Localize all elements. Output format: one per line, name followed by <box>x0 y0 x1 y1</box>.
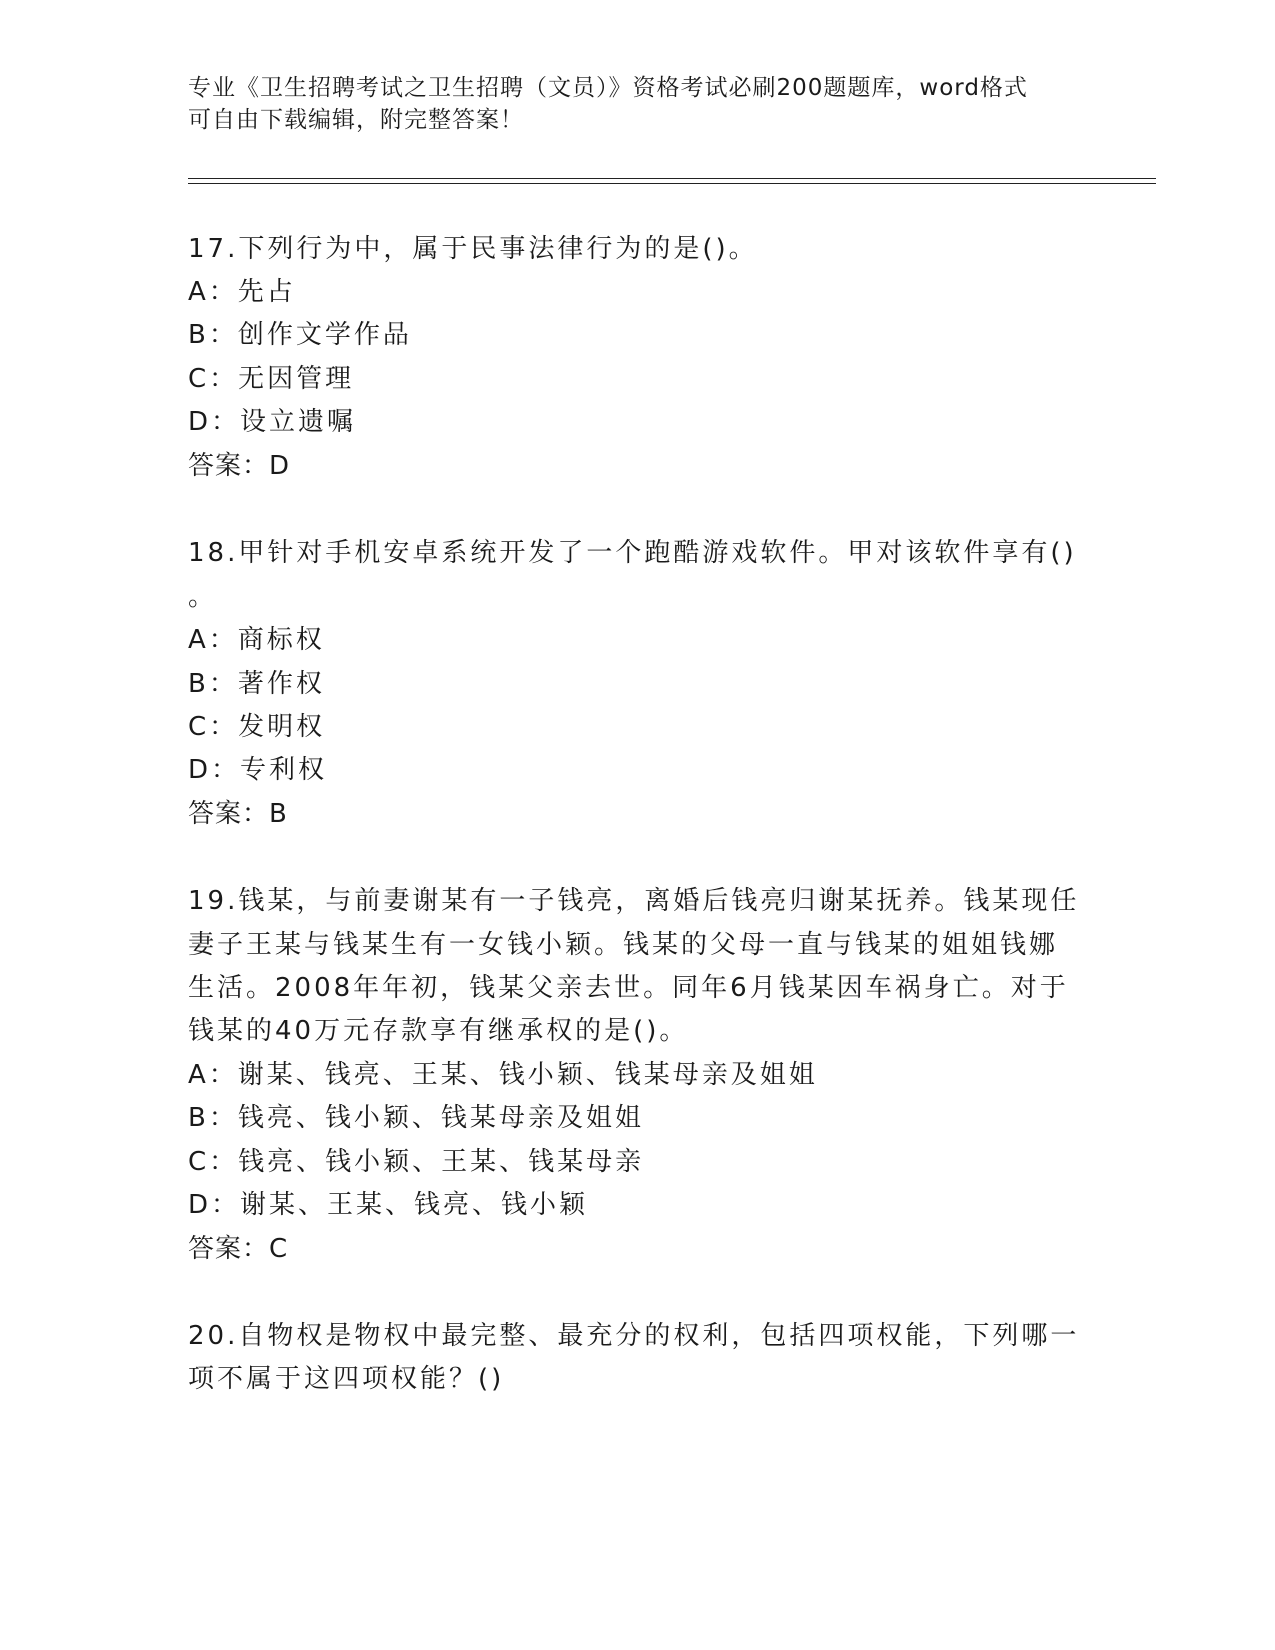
question-stem: 18.甲针对手机安卓系统开发了一个跑酷游戏软件。甲对该软件享有() <box>188 538 1077 568</box>
document-header <box>188 72 1068 136</box>
option-b: B：创作文学作品 <box>188 320 412 350</box>
option-c: C：无因管理 <box>188 364 355 394</box>
question-stem: 。 <box>188 582 218 612</box>
option-d: D：专利权 <box>188 755 328 785</box>
question-stem: 生活。2008年年初，钱某父亲去世。同年6月钱某因车祸身亡。对于 <box>188 973 1069 1003</box>
option-b: B：著作权 <box>188 669 325 699</box>
question-stem: 钱某的40万元存款享有继承权的是()。 <box>188 1016 689 1046</box>
question-stem: 19.钱某，与前妻谢某有一子钱亮，离婚后钱亮归谢某抚养。钱某现任 <box>188 886 1080 916</box>
question-stem: 妻子王某与钱某生有一女钱小颖。钱某的父母一直与钱某的姐姐钱娜 <box>188 930 1059 960</box>
option-a: A：商标权 <box>188 625 325 655</box>
header-divider-top <box>188 178 1156 179</box>
option-a: A：先占 <box>188 277 296 307</box>
option-a: A：谢某、钱亮、王某、钱小颖、钱某母亲及姐姐 <box>188 1060 818 1090</box>
question-stem: 20.自物权是物权中最完整、最充分的权利，包括四项权能，下列哪一 <box>188 1321 1080 1351</box>
option-d: D：设立遗嘱 <box>188 407 357 437</box>
answer-label: 答案：D <box>188 451 291 481</box>
answer-label: 答案：B <box>188 799 288 829</box>
option-c: C：发明权 <box>188 712 326 742</box>
header-line-1: 专业《卫生招聘考试之卫生招聘（文员）》资格考试必刷200题题库，word格式 <box>188 75 1028 101</box>
option-b: B：钱亮、钱小颖、钱某母亲及姐姐 <box>188 1103 644 1133</box>
option-d: D：谢某、王某、钱亮、钱小颖 <box>188 1190 589 1220</box>
header-divider-bottom <box>188 183 1156 184</box>
option-c: C：钱亮、钱小颖、王某、钱某母亲 <box>188 1147 645 1177</box>
question-stem: 项不属于这四项权能？() <box>188 1364 505 1394</box>
question-stem: 17.下列行为中，属于民事法律行为的是()。 <box>188 234 758 264</box>
header-line-2: 可自由下载编辑，附完整答案！ <box>188 107 524 133</box>
answer-label: 答案：C <box>188 1234 289 1264</box>
